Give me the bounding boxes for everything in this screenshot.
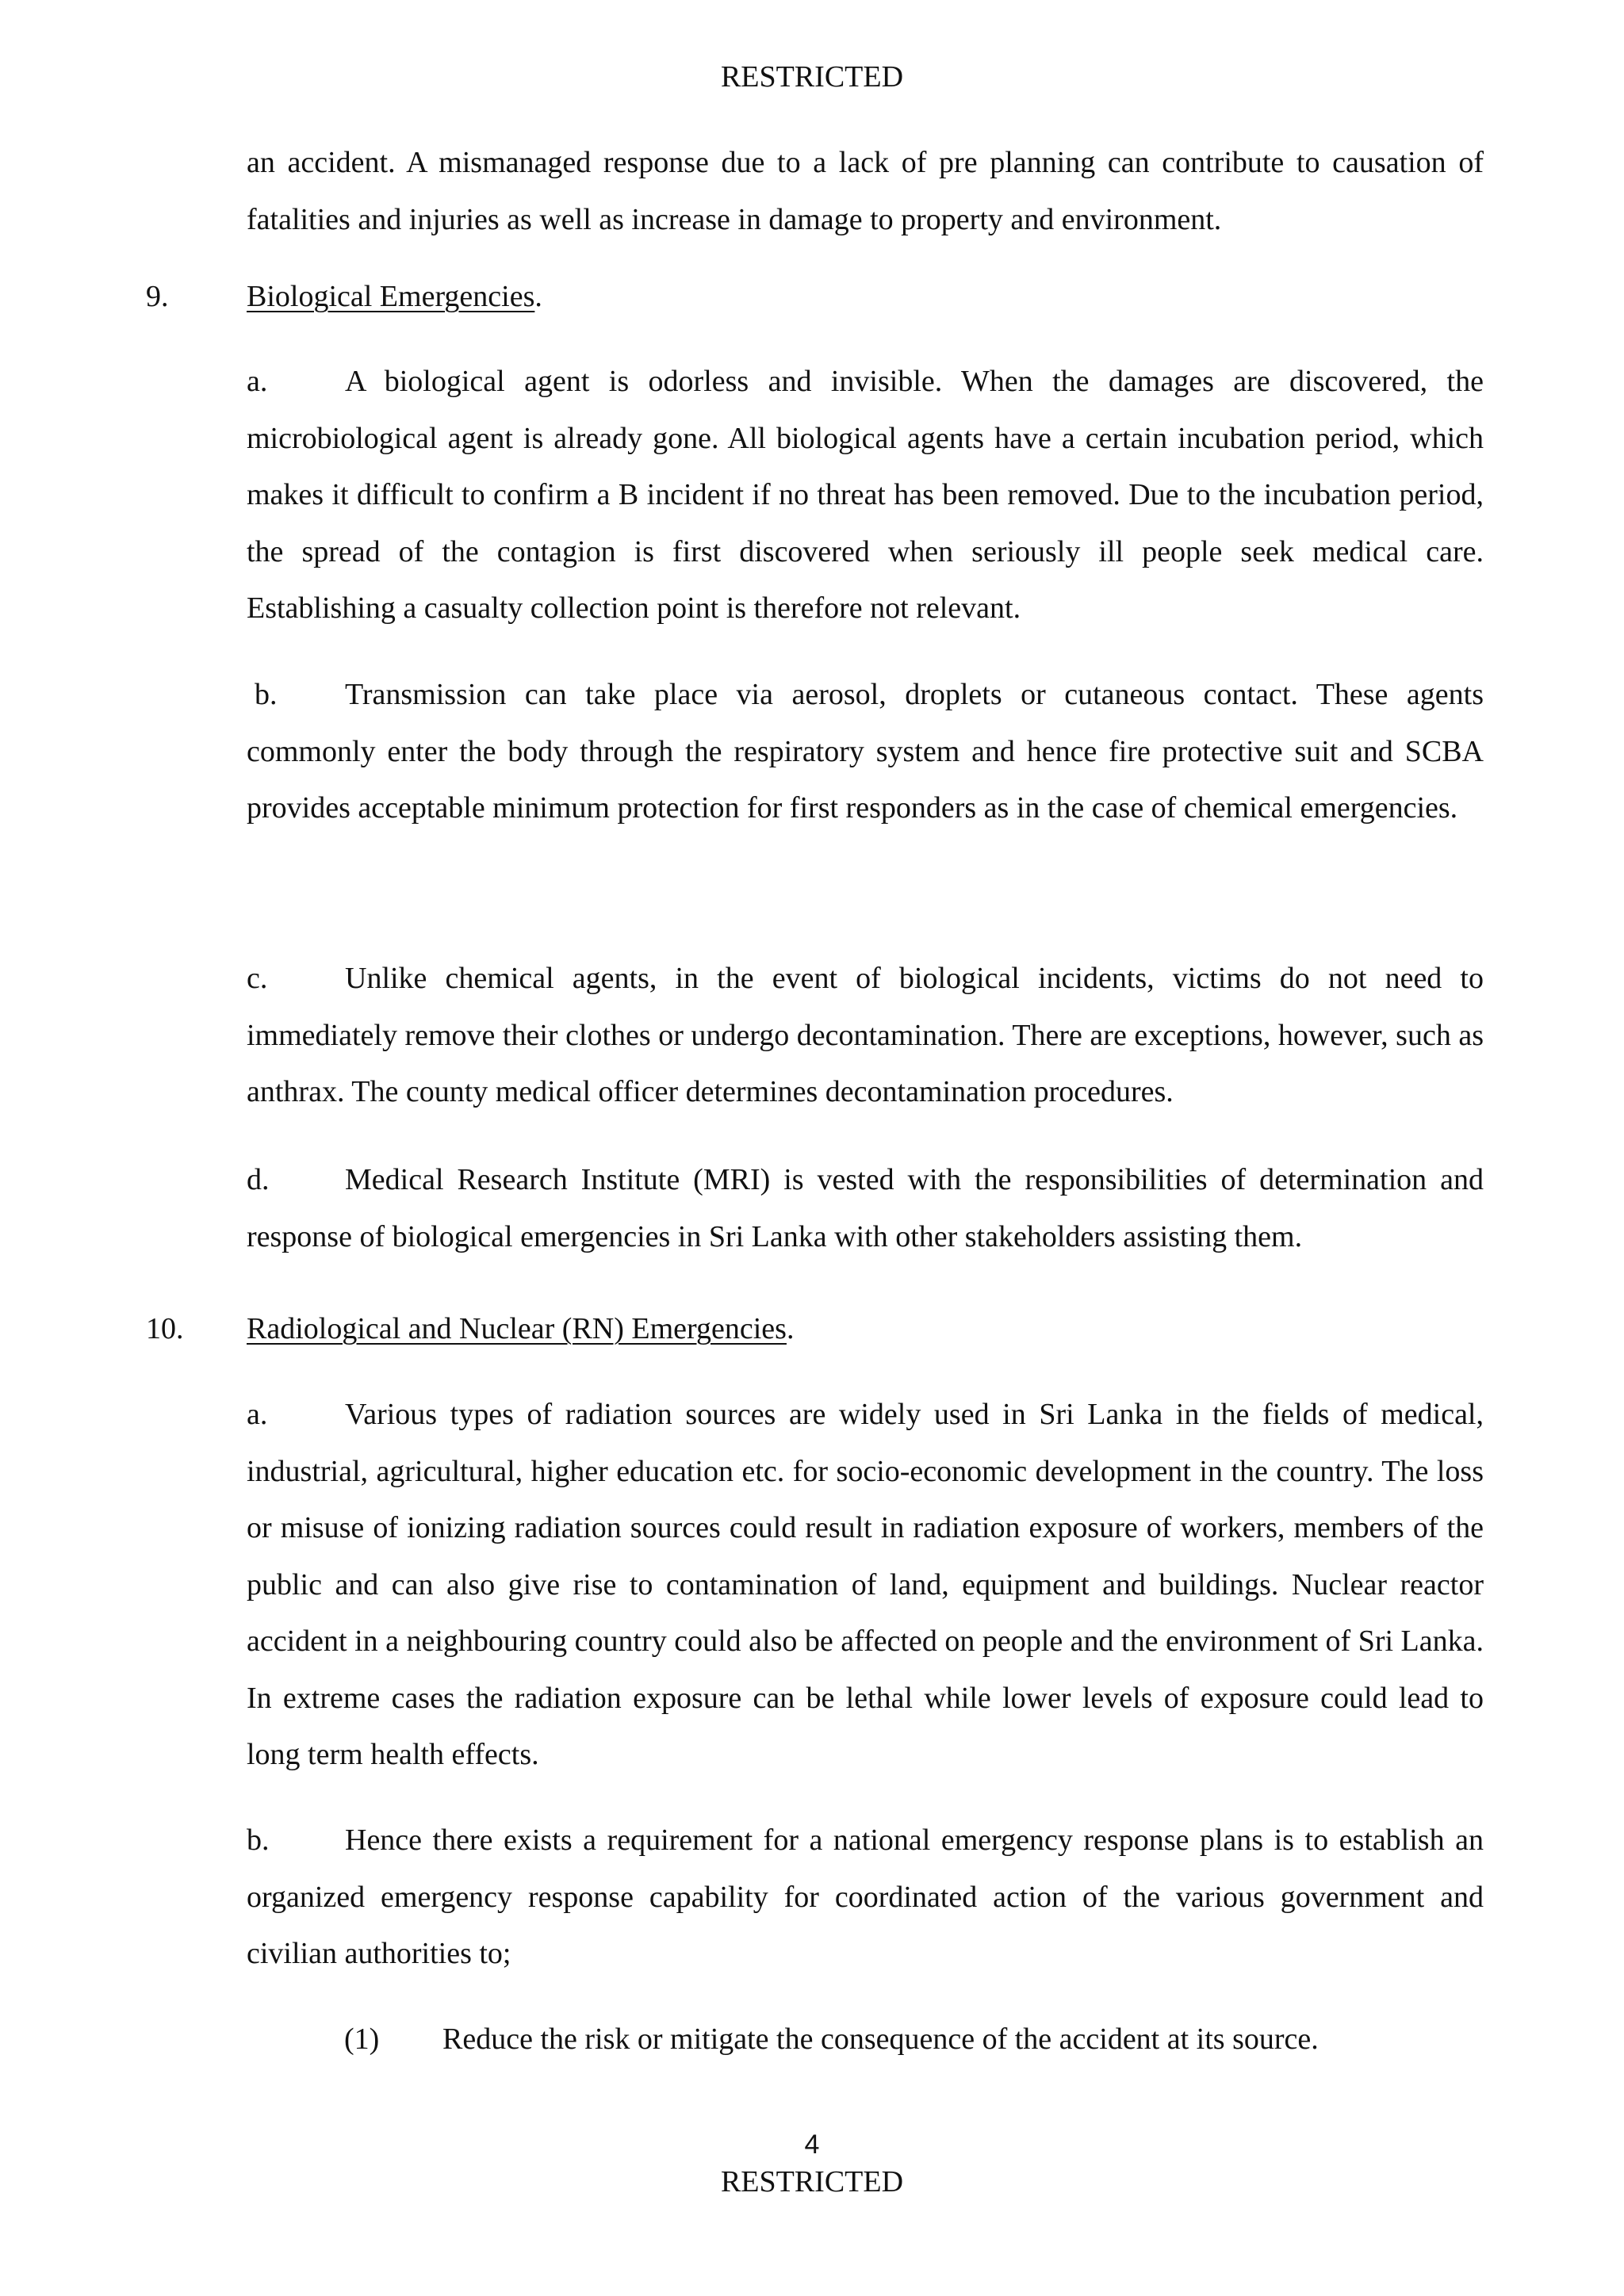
- section-9d-label: d.: [247, 1163, 270, 1196]
- section-9d-paragraph: [247, 1152, 1484, 1265]
- section-9b-label: b.: [255, 678, 278, 711]
- section-9b-text: Transmission can take place via aerosol, droplets or cutaneous contact. These agents commonly enter the body through the respiratory system and hence fire protective suit and SCBA provides acceptable minimum protection for first responders as in the case of chemical emergencies.: [247, 678, 1484, 825]
- section-9b-paragraph: [247, 667, 1484, 837]
- section-10b-label: b.: [247, 1823, 270, 1857]
- section-10-title: [247, 1301, 794, 1358]
- footer-classification: RESTRICTED: [720, 2165, 904, 2198]
- section-10-number: 10.: [146, 1312, 184, 1345]
- section-9c-label: c.: [247, 962, 268, 995]
- section-10b1-label: (1): [344, 2022, 380, 2056]
- section-9-number: 9.: [146, 280, 169, 313]
- section-9-title-suffix: .: [534, 280, 542, 313]
- section-9a-paragraph: [247, 354, 1484, 637]
- section-10a-label: a.: [247, 1398, 268, 1431]
- section-9-title-text: Biological Emergencies: [247, 280, 535, 313]
- page-number: 4: [804, 2130, 820, 2160]
- continuation-paragraph: an accident. A mismanaged response due to a lack of pre planning can contribute to causation of fatalities and injuries as well as increase in damage to property and environment.: [247, 146, 1484, 236]
- section-9a-text: A biological agent is odorless and invisible. When the damages are discovered, the microbiological agent is already gone. All biological agents have a certain incubation period, which makes it difficult to confirm a B incident if no threat has been removed. Due to the incubation period, the spread of the contagion is first discovered when seriously ill people seek medical care. Establishing a casualty collection point is therefore not relevant.: [247, 365, 1484, 625]
- section-10b-text: Hence there exists a requirement for a national emergency response plans is to establish an organized emergency response capability for coordinated action of the various government and civilian authorities to;: [247, 1823, 1484, 1970]
- section-10b1-text: Reduce the risk or mitigate the consequence of the accident at its source.: [442, 2022, 1319, 2056]
- section-9d-text: Medical Research Institute (MRI) is vested with the responsibilities of determination and response of biological emergencies in Sri Lanka with other stakeholders assisting them.: [247, 1163, 1484, 1253]
- section-10a-paragraph: [247, 1387, 1484, 1784]
- header-classification: RESTRICTED: [720, 60, 904, 94]
- section-10b-paragraph: [247, 1812, 1484, 1983]
- section-10a-text: Various types of radiation sources are widely used in Sri Lanka in the fields of medical, industrial, agricultural, higher education etc. for socio-economic development in the country. The loss or misuse of ionizing radiation sources could result in radiation exposure of workers, members of the public and can also give rise to contamination of land, equipment and buildings. Nuclear reactor accident in a neighbouring country could also be affected on people and the environment of Sri Lanka. In extreme cases the radiation exposure can be lethal while lower levels of exposure could lead to long term health effects.: [247, 1398, 1484, 1771]
- section-10-title-text: Radiological and Nuclear (RN) Emergencies: [247, 1312, 787, 1345]
- section-10-title-suffix: .: [786, 1312, 795, 1345]
- section-9c-text: Unlike chemical agents, in the event of biological incidents, victims do not need to immediately remove their clothes or undergo decontamination. There are exceptions, however, such as anthrax. The county medical officer determines decontamination procedures.: [247, 962, 1484, 1108]
- section-9c-paragraph: [247, 951, 1484, 1121]
- section-9-title: [247, 269, 542, 326]
- section-9a-label: a.: [247, 365, 268, 398]
